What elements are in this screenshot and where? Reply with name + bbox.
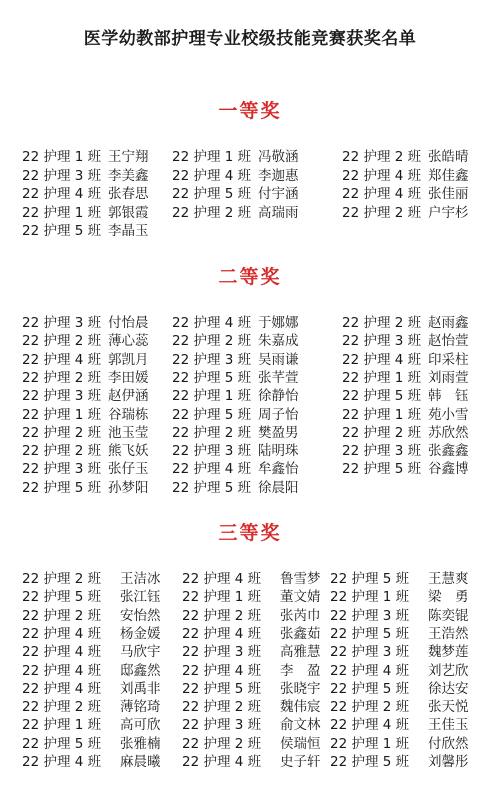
winner-entry <box>330 713 469 734</box>
winner-name: 张鑫茹 <box>280 625 321 642</box>
winner-name: 王洁冰 <box>120 571 161 587</box>
winner-name: 牟鑫怡 <box>258 461 299 478</box>
winner-entry <box>22 750 161 770</box>
winner-entry <box>182 604 321 624</box>
winner-entry <box>22 182 149 202</box>
class-label: 22 护理 2 班 <box>172 333 252 350</box>
winner-entry <box>22 677 161 697</box>
class-label: 22 护理 1 班 <box>330 589 410 606</box>
winner-name: 陈奕锟 <box>428 607 469 624</box>
winner-entry <box>172 366 299 386</box>
winner-name: 张江钰 <box>120 589 161 606</box>
class-label: 22 护理 4 班 <box>182 754 262 770</box>
winner-name: 薄铭琦 <box>120 699 161 716</box>
winner-name: 史子轩 <box>280 754 321 770</box>
class-label: 22 护理 4 班 <box>182 662 262 679</box>
winner-name: 安怡然 <box>120 607 161 624</box>
winner-entry <box>22 421 149 441</box>
winner-entry <box>342 311 469 331</box>
class-label: 22 护理 4 班 <box>330 662 410 679</box>
class-label: 22 护理 4 班 <box>182 571 262 587</box>
winner-name: 熊飞妖 <box>108 443 149 460</box>
winner-name: 吴雨谦 <box>258 351 299 368</box>
class-label: 22 护理 2 班 <box>22 443 102 460</box>
class-label: 22 护理 4 班 <box>22 754 102 770</box>
winner-entry <box>342 164 469 184</box>
winner-name: 李晶玉 <box>108 223 149 239</box>
winner-entry <box>22 348 149 368</box>
winner-name: 张雅楠 <box>120 735 161 752</box>
winner-name: 李 盈 <box>280 662 321 679</box>
class-label: 22 护理 1 班 <box>330 735 410 752</box>
class-label: 22 护理 1 班 <box>172 149 252 165</box>
class-label: 22 护理 5 班 <box>342 388 422 405</box>
class-label: 22 护理 2 班 <box>182 607 262 624</box>
class-label: 22 护理 5 班 <box>22 479 102 496</box>
winner-name: 户宇杉 <box>428 204 469 221</box>
second-prize-heading: 二等奖 <box>218 266 282 288</box>
winner-entry <box>22 219 149 239</box>
winner-name: 付怡晨 <box>108 315 149 331</box>
winner-name: 邸鑫然 <box>120 662 161 679</box>
class-label: 22 护理 4 班 <box>182 625 262 642</box>
class-label: 22 护理 1 班 <box>22 717 102 734</box>
winner-entry <box>172 164 299 184</box>
winner-entry <box>182 750 321 770</box>
winner-name: 樊盈男 <box>258 424 299 441</box>
winner-name: 刘馨彤 <box>428 754 469 770</box>
class-label: 22 护理 3 班 <box>342 443 422 460</box>
class-label: 22 护理 4 班 <box>22 662 102 679</box>
winner-entry <box>182 640 321 661</box>
class-label: 22 护理 2 班 <box>342 315 422 331</box>
winner-name: 张仔玉 <box>108 461 149 478</box>
winner-name: 高可欣 <box>120 717 161 734</box>
winner-entry <box>182 713 321 734</box>
class-label: 22 护理 2 班 <box>22 369 102 386</box>
class-label: 22 护理 4 班 <box>330 717 410 734</box>
winner-entry <box>22 622 161 642</box>
winner-name: 马欣宇 <box>120 644 161 661</box>
winner-name: 郑佳鑫 <box>428 167 469 184</box>
class-label: 22 护理 3 班 <box>330 644 410 661</box>
first-prize-heading: 一等奖 <box>218 100 282 122</box>
winner-entry <box>342 182 469 202</box>
winner-entry <box>330 695 469 716</box>
winner-entry <box>22 384 149 405</box>
class-label: 22 护理 5 班 <box>330 680 410 697</box>
winner-entry <box>330 677 469 697</box>
page-title: 医学幼教部护理专业校级技能竞赛获奖名单 <box>83 29 417 49</box>
winner-name: 李田媛 <box>108 369 149 386</box>
winner-name: 王浩然 <box>428 625 469 642</box>
winner-entry <box>330 604 469 624</box>
winner-name: 张春思 <box>108 186 149 202</box>
winner-entry <box>182 659 321 679</box>
winner-name: 张皓晴 <box>428 149 469 165</box>
winner-name: 杨金媛 <box>120 625 161 642</box>
class-label: 22 护理 1 班 <box>22 204 102 221</box>
class-label: 22 护理 5 班 <box>172 406 252 423</box>
class-label: 22 护理 2 班 <box>172 424 252 441</box>
winner-entry <box>172 145 299 165</box>
winner-name: 徐静怡 <box>258 388 299 405</box>
winner-entry <box>330 640 469 661</box>
winner-name: 薄心蕊 <box>108 333 149 350</box>
winner-name: 谷瑞栋 <box>108 406 149 423</box>
class-label: 22 护理 5 班 <box>172 369 252 386</box>
winner-entry <box>172 384 299 405</box>
class-label: 22 护理 1 班 <box>342 369 422 386</box>
class-label: 22 护理 2 班 <box>342 149 422 165</box>
class-label: 22 护理 1 班 <box>172 388 252 405</box>
winner-name: 谷鑫博 <box>428 461 469 478</box>
winner-name: 高雅慧 <box>280 644 321 661</box>
winner-entry <box>22 585 161 606</box>
winner-entry <box>342 348 469 368</box>
winner-entry <box>330 585 469 606</box>
class-label: 22 护理 3 班 <box>182 717 262 734</box>
class-label: 22 护理 5 班 <box>22 589 102 606</box>
winner-entry <box>342 366 469 386</box>
class-label: 22 护理 3 班 <box>330 607 410 624</box>
winner-name: 冯敬涵 <box>258 149 299 165</box>
winner-entry <box>172 311 299 331</box>
winner-entry <box>22 659 161 679</box>
winner-entry <box>342 201 469 221</box>
winner-name: 池玉莹 <box>108 424 149 441</box>
class-label: 22 护理 3 班 <box>22 167 102 184</box>
class-label: 22 护理 3 班 <box>22 388 102 405</box>
winner-entry <box>172 439 299 460</box>
winner-name: 印采柱 <box>428 351 469 368</box>
winner-entry <box>22 732 161 752</box>
winner-entry <box>330 750 469 770</box>
winner-name: 苏欣然 <box>428 424 469 441</box>
winner-entry <box>22 567 161 587</box>
winner-entry <box>172 403 299 423</box>
class-label: 22 护理 5 班 <box>342 461 422 478</box>
class-label: 22 护理 4 班 <box>22 186 102 202</box>
winner-name: 张佳丽 <box>428 186 469 202</box>
winner-entry <box>330 659 469 679</box>
winner-entry <box>172 421 299 441</box>
winner-entry <box>172 457 299 478</box>
class-label: 22 护理 2 班 <box>22 424 102 441</box>
winner-entry <box>342 403 469 423</box>
class-label: 22 护理 4 班 <box>22 351 102 368</box>
winner-entry <box>342 384 469 405</box>
winner-entry <box>330 622 469 642</box>
winner-name: 韩 钰 <box>428 388 469 405</box>
winner-entry <box>342 145 469 165</box>
class-label: 22 护理 2 班 <box>342 204 422 221</box>
winner-entry <box>22 311 149 331</box>
class-label: 22 护理 4 班 <box>172 167 252 184</box>
winner-entry <box>22 476 149 496</box>
winner-name: 王慧爽 <box>428 571 469 587</box>
winner-entry <box>22 457 149 478</box>
winner-name: 鲁雪梦 <box>280 571 321 587</box>
winner-name: 徐晨阳 <box>258 479 299 496</box>
winner-name: 麻晨曦 <box>120 754 161 770</box>
class-label: 22 护理 2 班 <box>182 735 262 752</box>
winner-entry <box>182 695 321 716</box>
winner-name: 苑小雪 <box>428 406 469 423</box>
winner-name: 王宁翔 <box>108 149 149 165</box>
winner-name: 孙梦阳 <box>108 479 149 496</box>
winner-entry <box>182 732 321 752</box>
winner-name: 王佳玉 <box>428 717 469 734</box>
winner-name: 魏伟宸 <box>280 699 321 716</box>
class-label: 22 护理 2 班 <box>22 571 102 587</box>
class-label: 22 护理 2 班 <box>342 424 422 441</box>
winner-name: 张晓宇 <box>280 680 321 697</box>
class-label: 22 护理 2 班 <box>22 699 102 716</box>
class-label: 22 护理 2 班 <box>182 699 262 716</box>
winner-name: 张鑫鑫 <box>428 443 469 460</box>
winner-entry <box>182 585 321 606</box>
winner-entry <box>22 640 161 661</box>
winner-entry <box>22 164 149 184</box>
class-label: 22 护理 2 班 <box>172 204 252 221</box>
winner-name: 付宇涵 <box>258 186 299 202</box>
class-label: 22 护理 2 班 <box>22 607 102 624</box>
class-label: 22 护理 3 班 <box>22 461 102 478</box>
winner-entry <box>22 201 149 221</box>
winner-entry <box>172 182 299 202</box>
winner-entry <box>22 604 161 624</box>
class-label: 22 护理 4 班 <box>22 680 102 697</box>
winner-name: 刘艺欣 <box>428 662 469 679</box>
winner-name: 周子怡 <box>258 406 299 423</box>
class-label: 22 护理 1 班 <box>182 589 262 606</box>
winner-entry <box>182 677 321 697</box>
winner-name: 刘禹非 <box>120 680 161 697</box>
class-label: 22 护理 5 班 <box>22 735 102 752</box>
class-label: 22 护理 5 班 <box>172 186 252 202</box>
winner-entry <box>182 567 321 587</box>
winner-entry <box>172 476 299 496</box>
class-label: 22 护理 4 班 <box>342 186 422 202</box>
winner-name: 郭凯月 <box>108 351 149 368</box>
class-label: 22 护理 1 班 <box>22 149 102 165</box>
class-label: 22 护理 3 班 <box>182 644 262 661</box>
winner-entry <box>172 201 299 221</box>
class-label: 22 护理 5 班 <box>330 571 410 587</box>
class-label: 22 护理 3 班 <box>342 333 422 350</box>
winner-entry <box>342 421 469 441</box>
winner-name: 高瑞雨 <box>258 204 299 221</box>
winner-entry <box>22 439 149 460</box>
class-label: 22 护理 3 班 <box>22 315 102 331</box>
winner-name: 侯瑞恒 <box>280 735 321 752</box>
winner-name: 梁 勇 <box>428 589 469 606</box>
winner-name: 张天悦 <box>428 699 469 716</box>
third-prize-heading: 三等奖 <box>218 522 282 544</box>
winner-name: 于娜娜 <box>258 315 299 331</box>
winner-name: 付欣然 <box>428 735 469 752</box>
winner-name: 赵雨鑫 <box>428 315 469 331</box>
winner-name: 张芊萱 <box>258 369 299 386</box>
winner-entry <box>182 622 321 642</box>
class-label: 22 护理 5 班 <box>182 680 262 697</box>
winner-entry <box>22 366 149 386</box>
class-label: 22 护理 5 班 <box>22 223 102 239</box>
winner-entry <box>342 329 469 350</box>
winner-entry <box>22 695 161 716</box>
class-label: 22 护理 4 班 <box>342 167 422 184</box>
class-label: 22 护理 4 班 <box>22 625 102 642</box>
winner-entry <box>342 457 469 478</box>
class-label: 22 护理 3 班 <box>172 443 252 460</box>
winner-name: 俞文林 <box>280 717 321 734</box>
winner-name: 赵伊涵 <box>108 388 149 405</box>
winner-entry <box>22 145 149 165</box>
winner-name: 李美鑫 <box>108 167 149 184</box>
class-label: 22 护理 1 班 <box>22 406 102 423</box>
class-label: 22 护理 5 班 <box>330 754 410 770</box>
class-label: 22 护理 2 班 <box>22 333 102 350</box>
class-label: 22 护理 1 班 <box>342 406 422 423</box>
class-label: 22 护理 4 班 <box>172 461 252 478</box>
winner-name: 朱嘉成 <box>258 333 299 350</box>
winner-name: 郭银霞 <box>108 204 149 221</box>
winner-name: 徐达安 <box>428 680 469 697</box>
winner-entry <box>22 329 149 350</box>
class-label: 22 护理 5 班 <box>330 625 410 642</box>
winner-entry <box>330 732 469 752</box>
winner-name: 李迦惠 <box>258 167 299 184</box>
class-label: 22 护理 3 班 <box>172 351 252 368</box>
winner-name: 魏梦莲 <box>428 644 469 661</box>
winner-name: 赵怡萱 <box>428 333 469 350</box>
winner-entry <box>342 439 469 460</box>
winner-entry <box>172 329 299 350</box>
winner-entry <box>330 567 469 587</box>
winner-name: 张芮巾 <box>280 607 321 624</box>
winner-name: 陆明珠 <box>258 443 299 460</box>
class-label: 22 护理 4 班 <box>342 351 422 368</box>
winner-name: 董文婧 <box>280 589 321 606</box>
winner-name: 刘雨萱 <box>428 369 469 386</box>
class-label: 22 护理 4 班 <box>22 644 102 661</box>
class-label: 22 护理 5 班 <box>172 479 252 496</box>
winner-entry <box>22 403 149 423</box>
winner-entry <box>172 348 299 368</box>
class-label: 22 护理 4 班 <box>172 315 252 331</box>
class-label: 22 护理 2 班 <box>330 699 410 716</box>
winner-entry <box>22 713 161 734</box>
